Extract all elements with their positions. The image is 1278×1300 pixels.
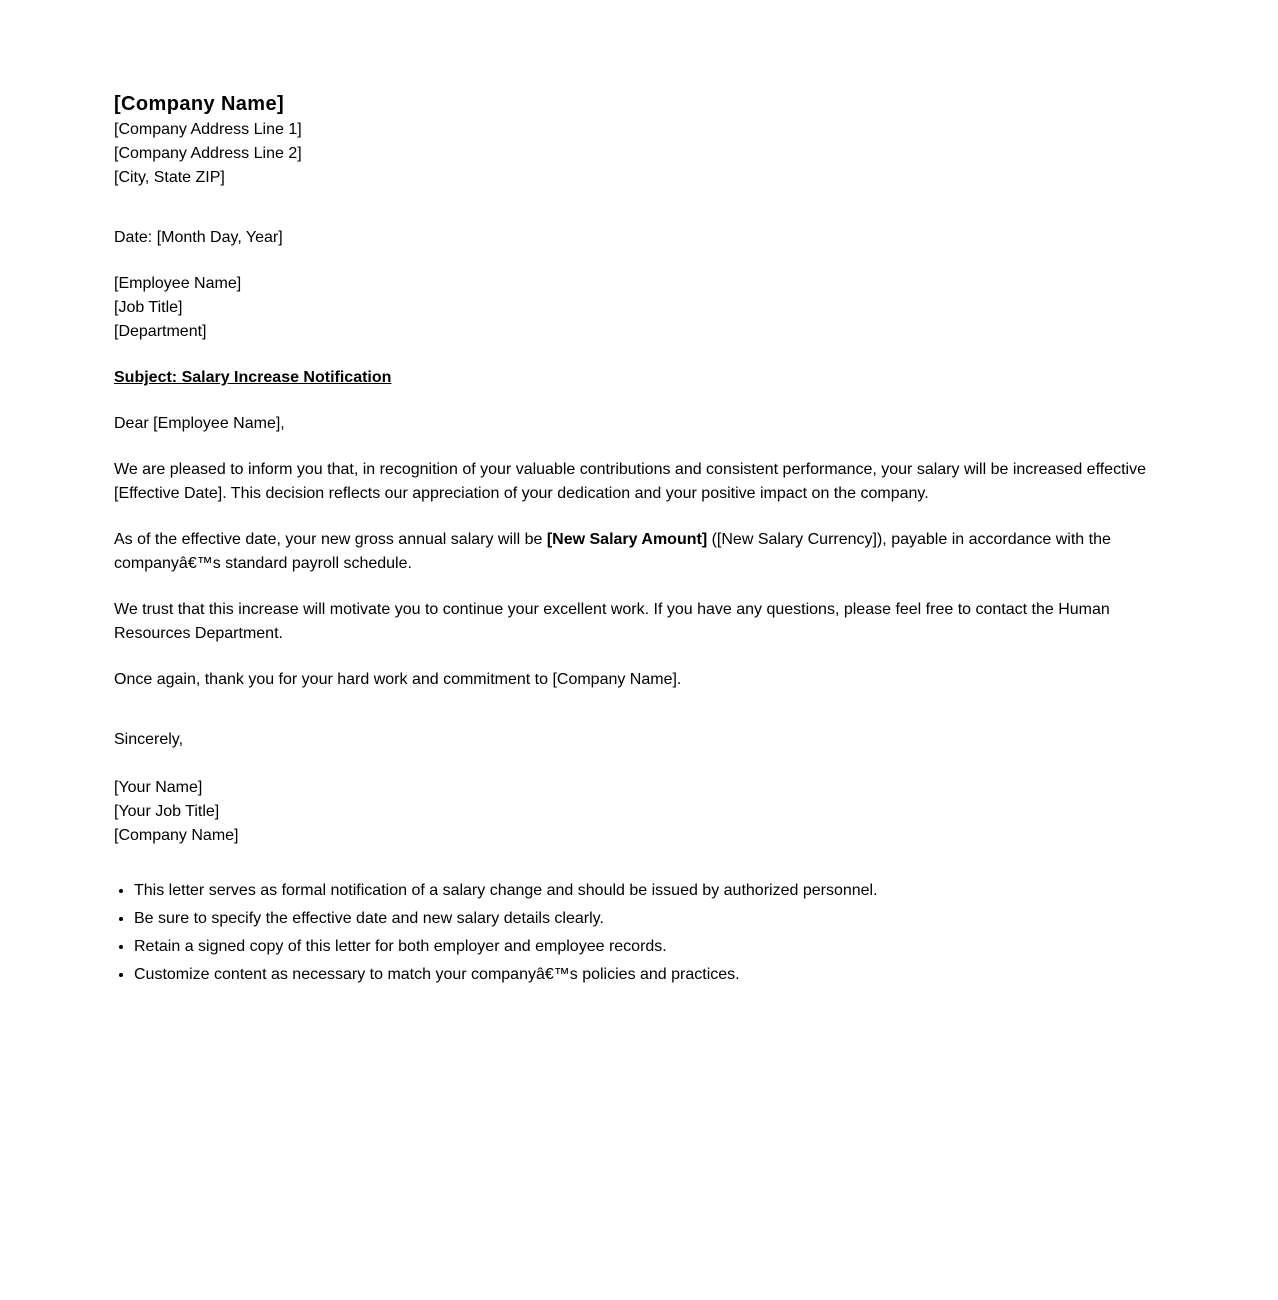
subject-line: Subject: Salary Increase Notification: [114, 369, 392, 386]
company-address-line-1: [Company Address Line 1]: [114, 121, 302, 138]
company-address: [114, 118, 1164, 190]
notes-list: [114, 877, 1164, 989]
body-paragraph-2: [114, 528, 1164, 576]
paragraph-2-text-after: ([New Salary Currency]), payable in accordance with the companyâ€™s standard payroll schedule.: [114, 531, 1111, 572]
letter-date: Date: [Month Day, Year]: [114, 229, 283, 246]
recipient-job-title: [Job Title]: [114, 299, 183, 316]
greeting: Dear [Employee Name],: [114, 415, 285, 432]
list-item: • Retain a signed copy of this letter for both employer and employee records.: [134, 933, 1164, 961]
letter: [114, 90, 1164, 989]
signer-job-title: [Your Job Title]: [114, 803, 220, 820]
signature-block: [114, 776, 1164, 848]
list-item: • Customize content as necessary to match your companyâ€™s policies and practices.: [134, 961, 1164, 989]
list-item: • Be sure to specify the effective date and new salary details clearly.: [134, 905, 1164, 933]
recipient-department: [Department]: [114, 323, 207, 340]
new-salary-amount: [New Salary Amount]: [546, 531, 708, 548]
body-paragraph-1: We are pleased to inform you that, in recognition of your valuable contributions and consistent performance, your salary will be increased effective [Effective Date]. This decision reflects our appreciation of your dedication and your positive impact on the company.: [114, 461, 1146, 502]
body-paragraph-4: Once again, thank you for your hard work and commitment to [Company Name].: [114, 671, 682, 688]
body-paragraph-3: We trust that this increase will motivate you to continue your excellent work. If you have any questions, please feel free to contact the Human Resources Department.: [114, 601, 1110, 642]
list-item: • This letter serves as formal notification of a salary change and should be issued by authorized personnel.: [134, 877, 1164, 905]
recipient-block: [114, 272, 1164, 344]
recipient-name: [Employee Name]: [114, 275, 242, 292]
paragraph-2-text-before: As of the effective date, your new gross annual salary will be: [114, 531, 547, 548]
closing: Sincerely,: [114, 731, 184, 748]
signer-name: [Your Name]: [114, 779, 203, 796]
signer-company: [Company Name]: [114, 827, 239, 844]
company-city-state-zip: [City, State ZIP]: [114, 169, 225, 186]
company-name: [Company Name]: [114, 93, 285, 115]
company-address-line-2: [Company Address Line 2]: [114, 145, 302, 162]
